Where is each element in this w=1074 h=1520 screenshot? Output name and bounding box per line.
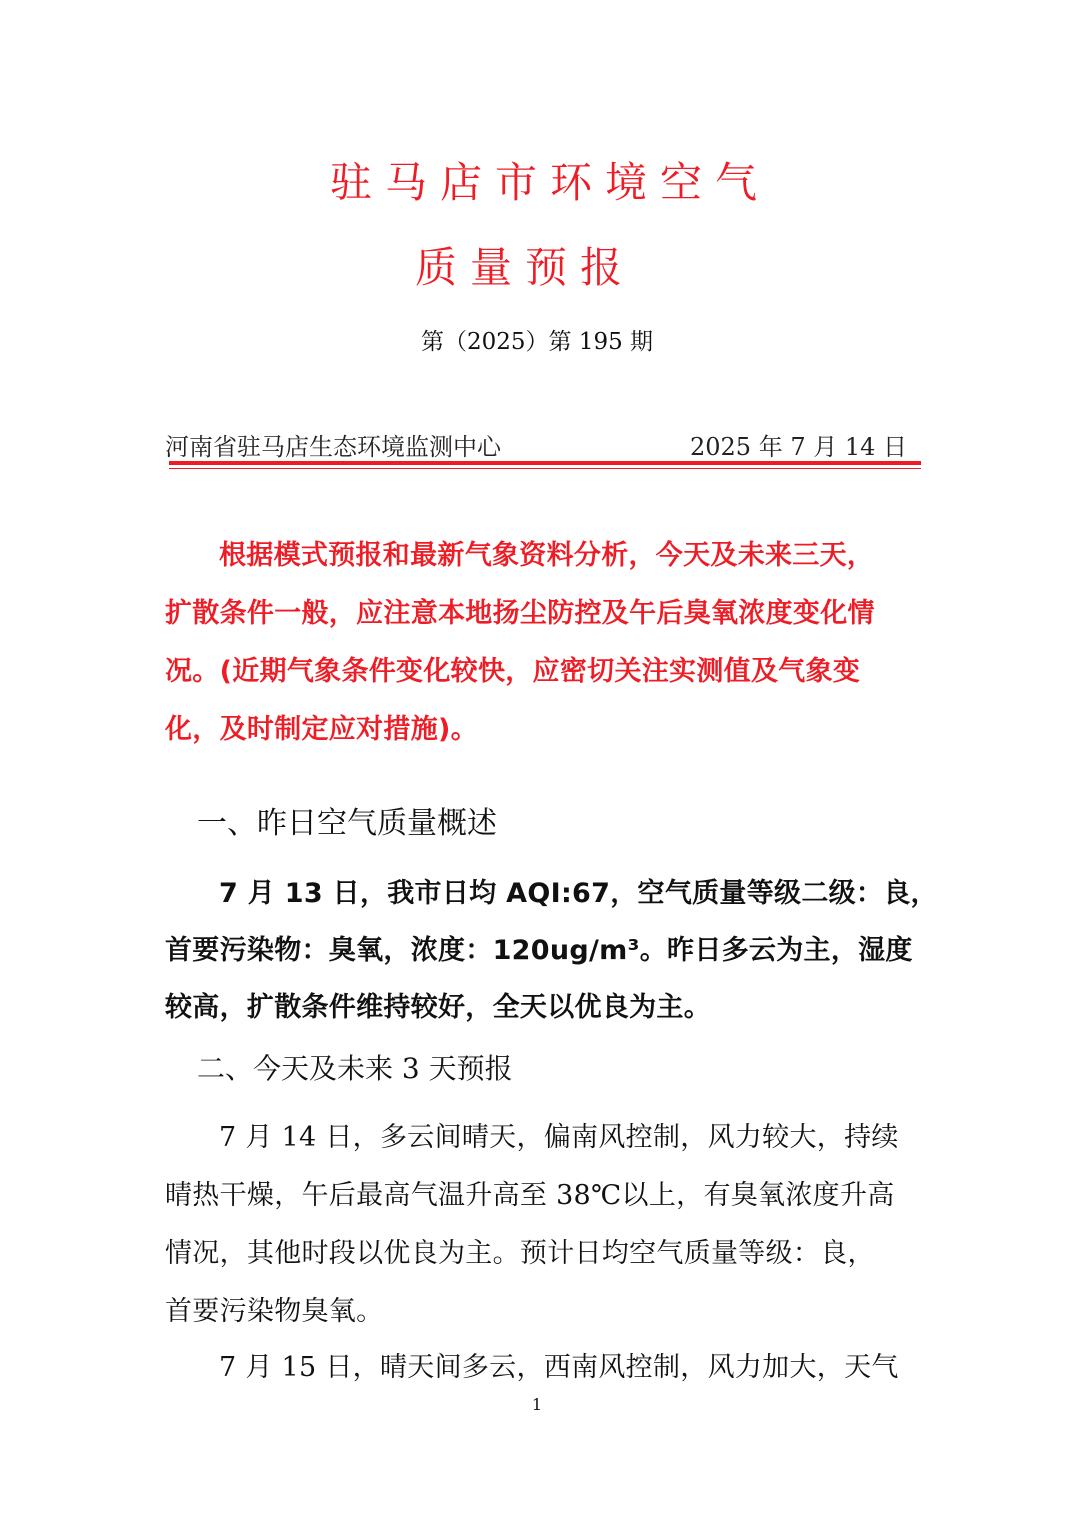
yesterday-summary: [165, 865, 938, 1036]
forecast-line: 情况，其他时段以优良为主。预计日均空气质量等级：良，: [165, 1238, 875, 1269]
header-divider-thin: [169, 468, 921, 469]
section-heading-yesterday: 一、昨日空气质量概述: [197, 806, 497, 841]
notice-line: 况。(近期气象条件变化较快，应密切关注实测值及气象变: [165, 656, 861, 687]
notice-line: 扩散条件一般，应注意本地扬尘防控及午后臭氧浓度变化情: [165, 598, 875, 629]
header-divider-thick: [169, 461, 921, 465]
notice-line: 化，及时制定应对措施)。: [165, 714, 478, 745]
forecast-notice: [165, 527, 915, 759]
summary-line: 首要污染物：臭氧，浓度：120ug/m³。昨日多云为主，湿度: [165, 935, 913, 966]
section-heading-forecast: 二、今天及未来 3 天预报: [197, 1052, 513, 1085]
forecast-day2: [165, 1339, 915, 1397]
notice-line: 根据模式预报和最新气象资料分析，今天及未来三天，: [219, 540, 875, 571]
forecast-line: 7 月 14 日，多云间晴天，偏南风控制，风力较大，持续: [219, 1122, 899, 1153]
forecast-line: 7 月 15 日，晴天间多云，西南风控制，风力加大，天气: [219, 1352, 899, 1383]
summary-line: 7 月 13 日，我市日均 AQI:67，空气质量等级二级：良，: [219, 878, 938, 909]
forecast-line: 晴热干燥，午后最高气温升高至 38℃以上，有臭氧浓度升高: [165, 1180, 895, 1211]
issue-date: 2025 年 7 月 14 日: [690, 433, 908, 461]
issuing-organization: 河南省驻马店生态环境监测中心: [165, 433, 501, 461]
page-number: 1: [531, 1395, 543, 1414]
forecast-line: 首要污染物臭氧。: [165, 1296, 384, 1327]
summary-line: 较高，扩散条件维持较好，全天以优良为主。: [165, 992, 711, 1023]
report-title-line2: 质量预报: [415, 243, 636, 292]
report-title-line1: 驻马店市环境空气: [330, 158, 771, 207]
issue-number: 第（2025）第 195 期: [420, 329, 654, 355]
forecast-day1: [165, 1109, 915, 1341]
